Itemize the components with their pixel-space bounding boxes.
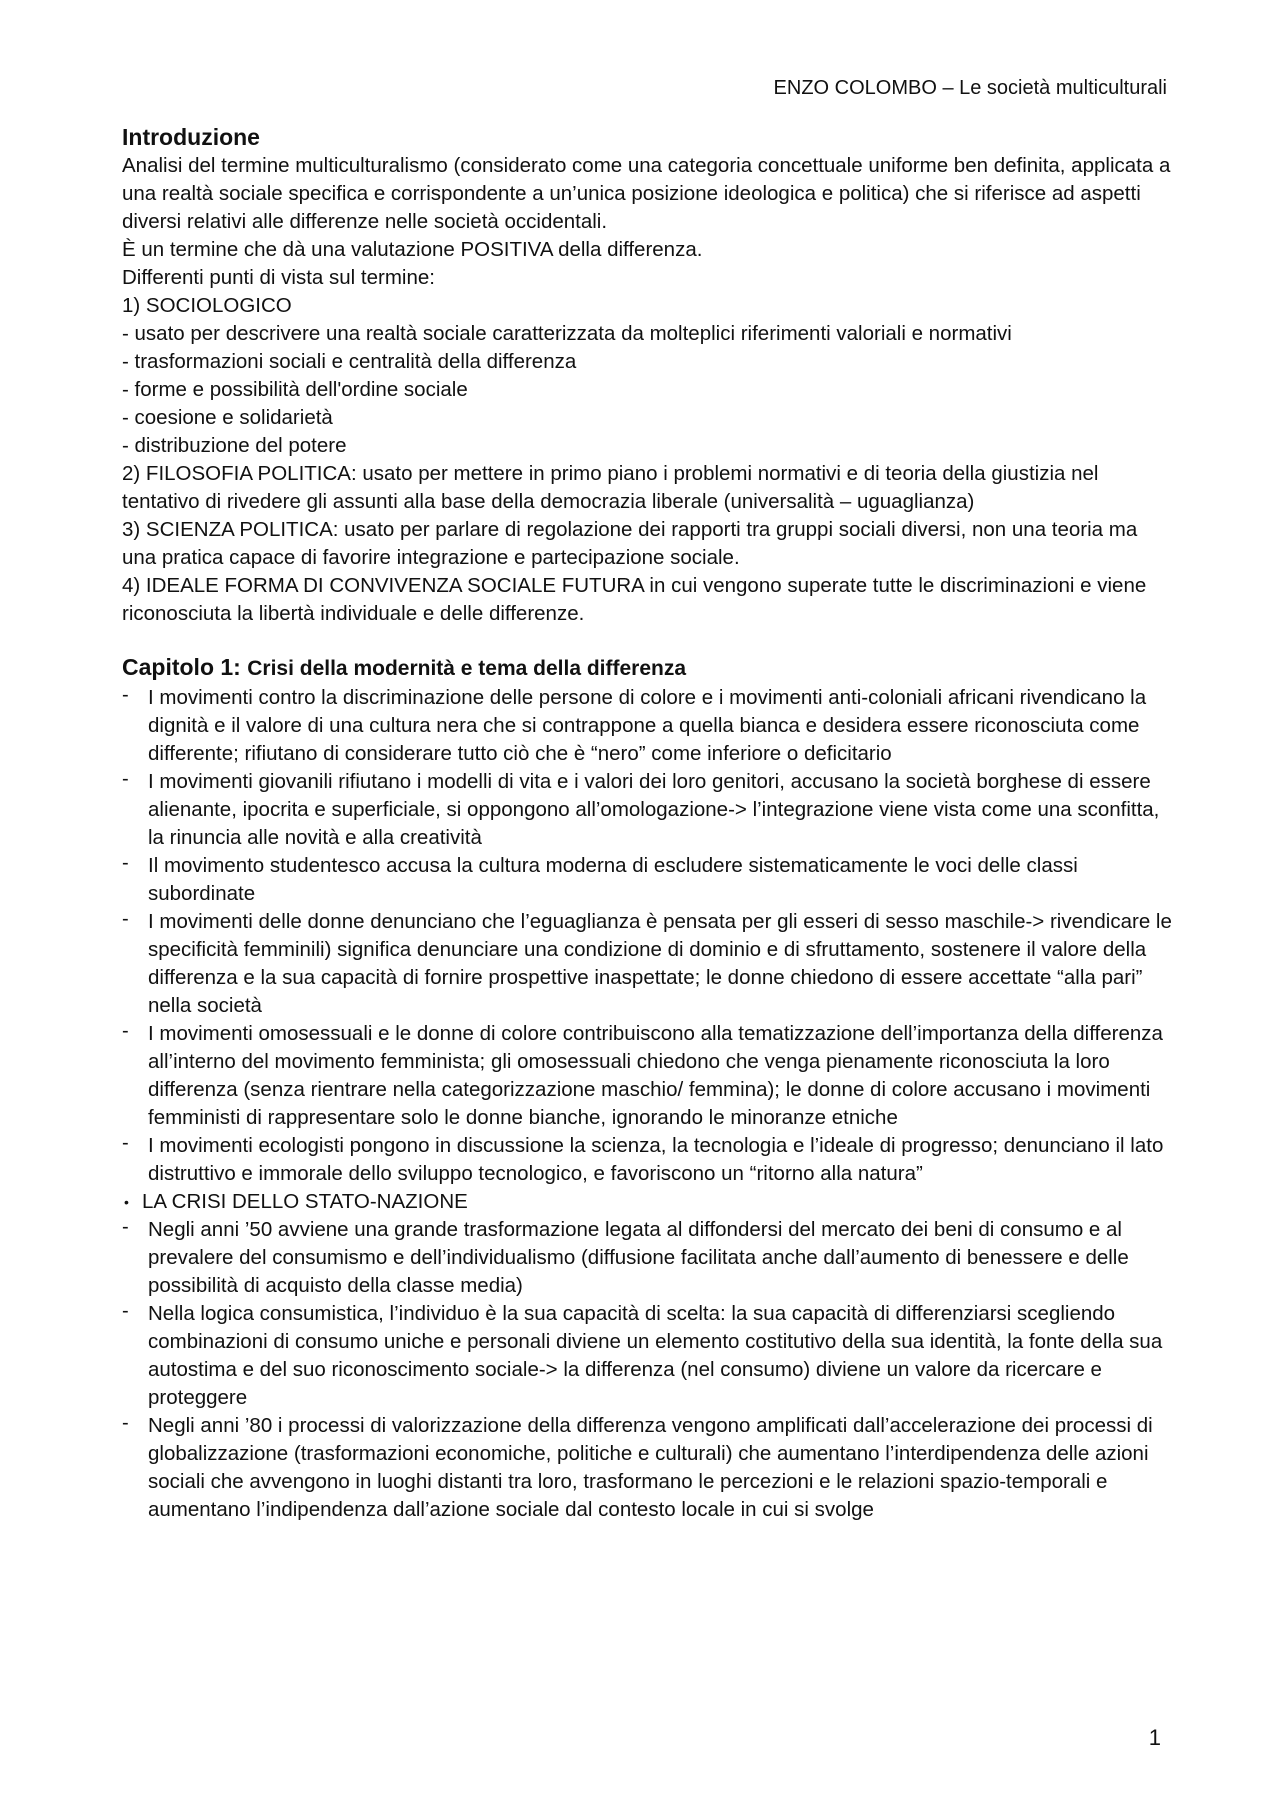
list-item: - I movimenti giovanili rifiutano i modelli di vita e i valori dei loro genitori, accusano la società borghese di essere alienante, ipocrita e superficiale, si oppongono all’omologazione-> l’integrazione viene vista come una sconfitta, la rinuncia alle novità e alla creatività bbox=[122, 768, 1160, 849]
section-gap bbox=[122, 628, 1172, 652]
intro-line: - usato per descrivere una realtà sociale caratterizzata da molteplici riferimenti valoriali e normativi bbox=[122, 322, 1012, 345]
list-item: - Nella logica consumistica, l’individuo è la sua capacità di scelta: la sua capacità di differenziarsi scegliendo combinazioni di consumo uniche e personali diviene un elemento costitutivo della sua identità, la fonte della sua autostima e del suo riconoscimento sociale-> la differenza (nel consumo) diviene un valore da ricercare e proteggere bbox=[122, 1300, 1163, 1409]
intro-line: - forme e possibilità dell'ordine sociale bbox=[122, 378, 468, 401]
intro-line: 2) FILOSOFIA POLITICA: usato per mettere in primo piano i problemi normativi e di teoria della giustizia nel tentativo di rivedere gli assunti alla base della democrazia liberale (universalità – uguaglianza) bbox=[122, 462, 1099, 513]
intro-line: - coesione e solidarietà bbox=[122, 406, 333, 429]
list-item: - I movimenti delle donne denunciano che l’eguaglianza è pensata per gli esseri di sesso maschile-> rivendicare le specificità femminili) significa denunciare una condizione di dominio e di sfruttamento, sostenere il valore della differenza e la sua capacità di fornire prospettive inaspettate; le donne chiedono di essere accettate “alla pari” nella società bbox=[122, 908, 1172, 1017]
page-content bbox=[122, 122, 1172, 1524]
intro-line: 4) IDEALE FORMA DI CONVIVENZA SOCIALE FUTURA in cui vengono superate tutte le discriminazioni e viene riconosciuta la libertà individuale e delle differenze. bbox=[122, 574, 1147, 625]
intro-paragraph: Analisi del termine multiculturalismo (considerato come una categoria concettuale uniforme ben definita, applicata a una realtà sociale specifica e corrispondente a un’unica posizione ideologica e politica) che si riferisce ad aspetti diversi relativi alle differenze nelle società occidentali. bbox=[122, 154, 1171, 233]
intro-line: - trasformazioni sociali e centralità della differenza bbox=[122, 350, 577, 373]
intro-line: 3) SCIENZA POLITICA: usato per parlare di regolazione dei rapporti tra gruppi sociali diversi, non una teoria ma una pratica capace di favorire integrazione e partecipazione sociale. bbox=[122, 518, 1138, 569]
chapter-title: Crisi della modernità e tema della differenza bbox=[247, 657, 687, 680]
list-item: - Negli anni ’80 i processi di valorizzazione della differenza vengono amplificati dall’accelerazione dei processi di globalizzazione (trasformazioni economiche, politiche e culturali) che aumentano l’interdipendenza delle azioni sociali che avvengono in luoghi distanti tra loro, trasformano le percezioni e le relazioni spazio-temporali e aumentano l’indipendenza dall’azione sociale dal contesto locale in cui si svolge bbox=[122, 1412, 1153, 1521]
list-item: - Negli anni ’50 avviene una grande trasformazione legata al diffondersi del mercato dei beni di consumo e al prevalere del consumismo e dell’individualismo (diffusione facilitata anche dall’aumento di benessere e delle possibilità di acquisto della classe media) bbox=[122, 1216, 1129, 1297]
running-header: ENZO COLOMBO – Le società multiculturali bbox=[773, 77, 1167, 99]
chapter-list bbox=[122, 684, 1172, 1188]
list-item: - I movimenti omosessuali e le donne di colore contribuiscono alla tematizzazione dell’importanza della differenza all’interno del movimento femminista; gli omosessuali chiedono che venga pienamente riconosciuta la loro differenza (senza rientrare nella categorizzazione maschio/ femmina); le donne di colore accusano i movimenti femministi di rappresentare solo le donne bianche, ignorando le minoranze etniche bbox=[122, 1020, 1163, 1129]
chapter-label: Capitolo 1 bbox=[122, 654, 234, 680]
page-number: 1 bbox=[1148, 1725, 1161, 1750]
chapter-heading: Capitolo 1: Crisi della modernità e tema della differenza bbox=[122, 654, 687, 680]
bullet-icon: • bbox=[124, 1194, 129, 1210]
intro-line: - distribuzione del potere bbox=[122, 434, 347, 457]
list-item: - Il movimento studentesco accusa la cultura moderna di escludere sistematicamente le voci delle classi subordinate bbox=[122, 852, 1078, 905]
intro-line: Differenti punti di vista sul termine: bbox=[122, 266, 435, 289]
intro-heading: Introduzione bbox=[122, 124, 260, 150]
list-item: - I movimenti contro la discriminazione delle persone di colore e i movimenti anti-coloniali africani rivendicano la dignità e il valore di una cultura nera che si contrappone a quella bianca e desidera essere riconosciuta come differente; rifiutano di considerare tutto ciò che è “nero” come inferiore o deficitario bbox=[122, 684, 1147, 765]
intro-line: È un termine che dà una valutazione POSITIVA della differenza. bbox=[122, 238, 703, 261]
list-item: - I movimenti ecologisti pongono in discussione la scienza, la tecnologia e l’ideale di progresso; denunciano il lato distruttivo e immorale dello sviluppo tecnologico, e favoriscono un “ritorno alla natura” bbox=[122, 1132, 1164, 1185]
intro-line: 1) SOCIOLOGICO bbox=[122, 294, 292, 317]
chapter-list-2 bbox=[122, 1216, 1172, 1524]
bullet-heading: • LA CRISI DELLO STATO-NAZIONE bbox=[122, 1188, 1172, 1216]
